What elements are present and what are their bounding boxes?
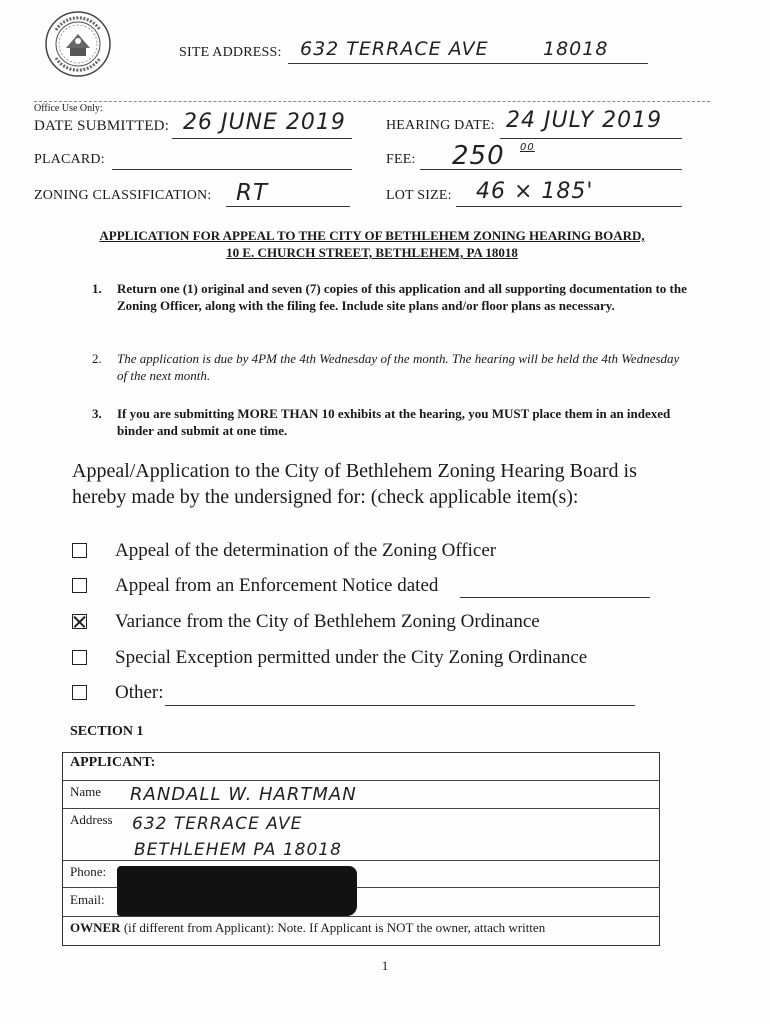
fee-value[interactable]: 250: [452, 141, 505, 171]
fee-label: FEE:: [386, 152, 416, 167]
site-address-value[interactable]: 632 TERRACE AVE: [300, 38, 489, 60]
option-label: Other:: [115, 682, 164, 703]
option-special-exception[interactable]: [70, 647, 690, 673]
date-submitted-label: DATE SUBMITTED:: [34, 118, 170, 134]
placard-line: [112, 169, 352, 170]
redaction-block: [117, 866, 357, 916]
zoning-classification-value[interactable]: RT: [236, 180, 269, 206]
owner-label: OWNER: [70, 920, 121, 935]
lot-size-value[interactable]: 46 × 185': [476, 179, 594, 204]
name-value[interactable]: RANDALL W. HARTMAN: [130, 784, 357, 805]
form-title-line1: APPLICATION FOR APPEAL TO THE CITY OF BETHLEHEM ZONING HEARING BOARD,: [99, 228, 645, 243]
other-line[interactable]: [165, 705, 635, 706]
instruction-3-text: If you are submitting MORE THAN 10 exhibits at the hearing, you MUST place them in an indexed binder and submit at one time.: [117, 406, 671, 438]
page-number: 1: [381, 958, 389, 973]
phone-label: Phone:: [70, 864, 107, 879]
zoning-classification-label: ZONING CLASSIFICATION:: [34, 188, 212, 203]
instruction-3: [92, 405, 692, 439]
section-1-title: SECTION 1: [70, 724, 144, 739]
address-label: Address: [70, 812, 113, 827]
option-label: Variance from the City of Bethlehem Zoning Ordinance: [115, 611, 540, 632]
address-line2-value[interactable]: BETHLEHEM PA 18018: [134, 840, 342, 860]
email-label: Email:: [70, 892, 105, 907]
placard-label: PLACARD:: [34, 152, 105, 167]
office-use-divider: [34, 101, 710, 102]
owner-note: (if different from Applicant): Note. If Applicant is NOT the owner, attach written: [120, 920, 546, 935]
site-address-line: [288, 63, 648, 64]
zoning-classification-line: [226, 206, 350, 207]
table-row-divider: [62, 808, 660, 809]
option-label: Special Exception permitted under the City Zoning Ordinance: [115, 647, 588, 668]
hearing-date-label: HEARING DATE:: [386, 118, 495, 133]
instruction-1-text: Return one (1) original and seven (7) copies of this application and all supporting documentation to the Zoning Officer, along with the filing fee. Include site plans and/or floor plans as necessary.: [117, 281, 687, 313]
address-line1-value[interactable]: 632 TERRACE AVE: [132, 814, 303, 834]
checkbox-zoning-officer-appeal[interactable]: [72, 543, 87, 558]
checkbox-enforcement-notice[interactable]: [72, 578, 87, 593]
hearing-date-value[interactable]: 24 JULY 2019: [506, 108, 663, 133]
hearing-date-line: [500, 138, 682, 139]
site-address-label: SITE ADDRESS:: [179, 45, 282, 60]
enforcement-date-line[interactable]: [460, 597, 650, 598]
instruction-1: [92, 280, 692, 314]
appeal-intro: Appeal/Application to the City of Bethlehem Zoning Hearing Board is hereby made by the undersigned for: (check applicable item(s):: [72, 460, 637, 508]
fee-line: [420, 169, 682, 170]
instruction-2: [92, 350, 692, 384]
table-row-divider: [62, 780, 660, 781]
instruction-1-number: 1.: [92, 281, 102, 296]
instruction-3-number: 3.: [92, 406, 102, 421]
lot-size-label: LOT SIZE:: [386, 188, 452, 203]
option-label: Appeal of the determination of the Zoning Officer: [115, 540, 497, 561]
table-row-divider: [62, 916, 660, 917]
date-submitted-line: [172, 138, 352, 139]
checkbox-special-exception[interactable]: [72, 650, 87, 665]
checkbox-variance[interactable]: [72, 614, 87, 629]
instruction-2-text: The application is due by 4PM the 4th Wednesday of the month. The hearing will be held the 4th Wednesday of the next month.: [117, 351, 680, 383]
option-zoning-officer-appeal[interactable]: [70, 540, 690, 566]
site-zip-value[interactable]: 18018: [543, 38, 609, 60]
form-title-line2: 10 E. CHURCH STREET, BETHLEHEM, PA 18018: [226, 245, 518, 260]
option-variance[interactable]: [70, 611, 690, 637]
applicant-header: APPLICANT:: [70, 755, 156, 770]
option-label: Appeal from an Enforcement Notice dated: [115, 575, 439, 596]
checkbox-other[interactable]: [72, 685, 87, 700]
owner-row: [70, 920, 545, 936]
office-use-label: Office Use Only:: [34, 103, 103, 114]
date-submitted-value[interactable]: 26 JUNE 2019: [183, 110, 346, 135]
name-label: Name: [70, 784, 102, 799]
table-row-divider: [62, 860, 660, 861]
fee-cents: 00: [520, 142, 535, 153]
city-seal-icon: [44, 10, 112, 78]
instruction-2-number: 2.: [92, 351, 102, 366]
lot-size-line: [456, 206, 682, 207]
